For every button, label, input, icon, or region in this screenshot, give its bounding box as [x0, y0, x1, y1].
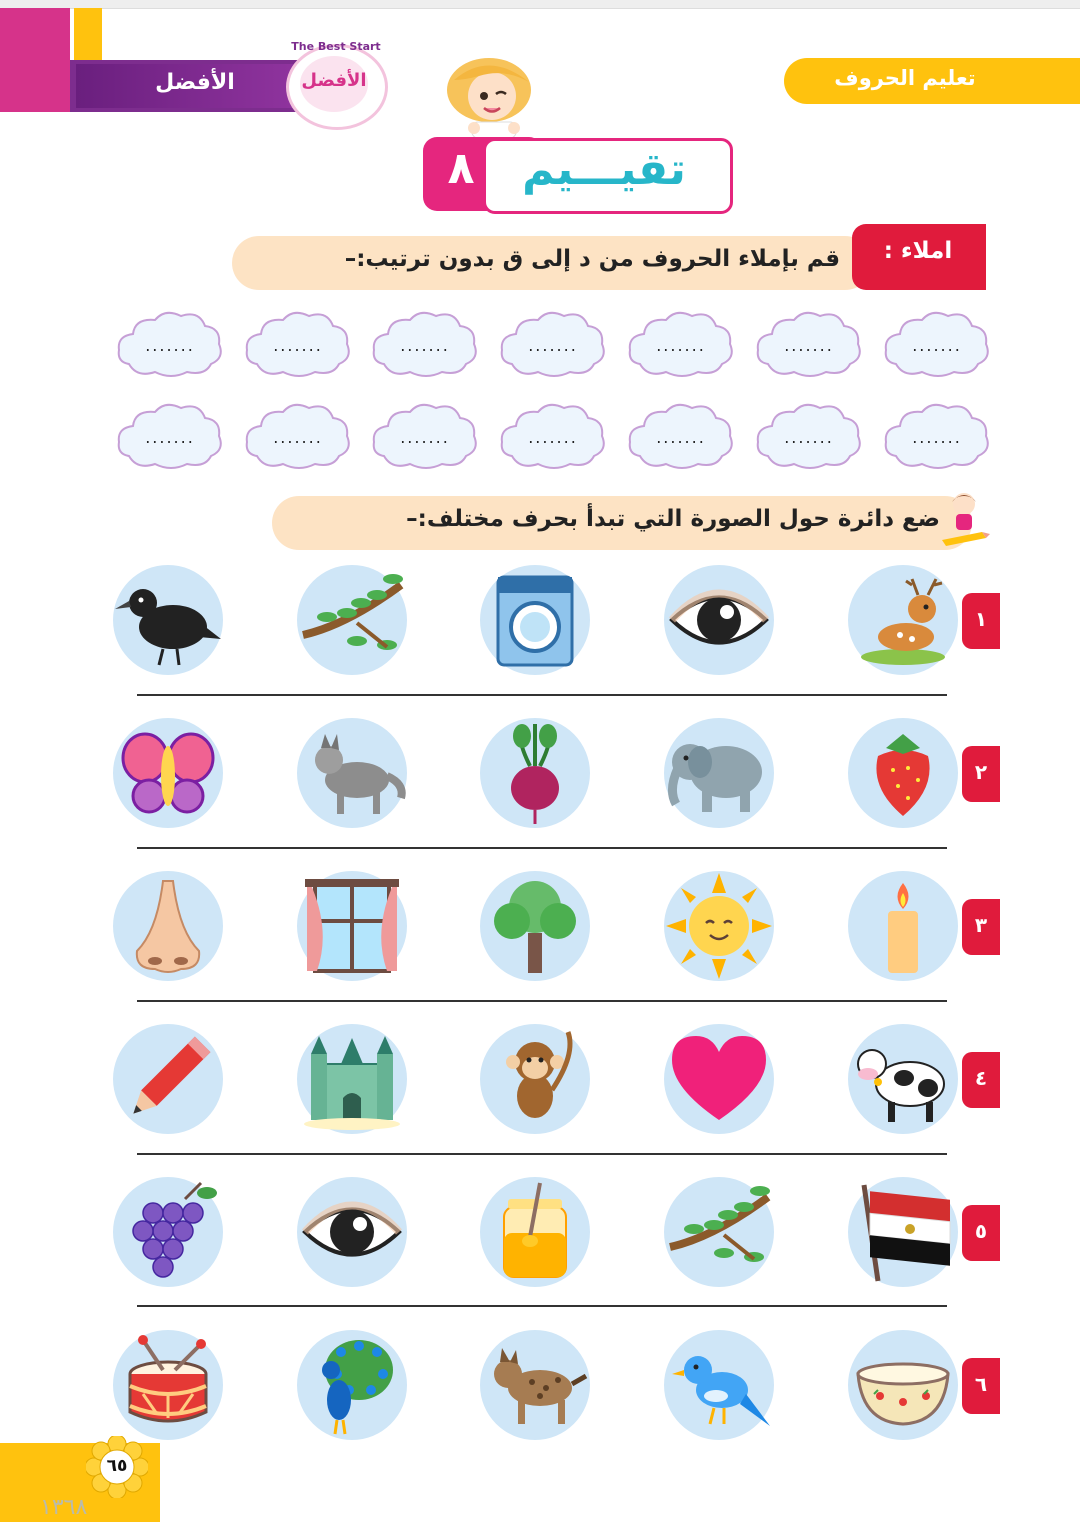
row-number-tab: [962, 899, 1000, 955]
picture-option-butterfly[interactable]: [113, 718, 223, 828]
assessment-title: تقيـــيم: [522, 144, 686, 195]
row-separator: [137, 1153, 947, 1155]
blank-dots: .......: [912, 428, 962, 447]
answer-cloud[interactable]: [498, 306, 608, 382]
blank-dots: .......: [273, 428, 323, 447]
row-number: ٢: [974, 760, 988, 784]
blank-dots: .......: [656, 428, 706, 447]
page-number: ٦٥: [106, 1456, 128, 1476]
row-separator: [137, 1000, 947, 1002]
blank-dots: .......: [145, 336, 195, 355]
window-icon: [297, 871, 407, 981]
picture-option-castle[interactable]: [297, 1024, 407, 1134]
bird-icon: [664, 1330, 774, 1440]
row-separator: [137, 694, 947, 696]
elephant-icon: [664, 718, 774, 828]
kid-on-pencil-icon: [938, 488, 990, 548]
picture-option-elephant[interactable]: [664, 718, 774, 828]
picture-option-cow[interactable]: [848, 1024, 958, 1134]
answer-cloud[interactable]: [882, 398, 992, 474]
bowl-icon: [848, 1330, 958, 1440]
pencil-icon: [113, 1024, 223, 1134]
blank-dots: .......: [400, 428, 450, 447]
row-separator: [137, 1305, 947, 1307]
blank-dots: .......: [528, 336, 578, 355]
picture-option-grapes[interactable]: [113, 1177, 223, 1287]
row-number-tab: [962, 1358, 1000, 1414]
picture-option-eye[interactable]: [297, 1177, 407, 1287]
blank-dots: .......: [528, 428, 578, 447]
picture-option-heart[interactable]: [664, 1024, 774, 1134]
blank-dots: .......: [656, 336, 706, 355]
dictation-instruction: قم بإملاء الحروف من د إلى ق بدون ترتيب:–: [344, 246, 840, 272]
grapes-icon: [113, 1177, 223, 1287]
row-number-tab: [962, 1052, 1000, 1108]
dictation-label: املاء :: [883, 238, 953, 264]
wolf-icon: [297, 718, 407, 828]
washing-machine-icon: [480, 565, 590, 675]
branch-icon: [297, 565, 407, 675]
answer-cloud[interactable]: [626, 306, 736, 382]
answer-cloud[interactable]: [498, 398, 608, 474]
eye-icon: [297, 1177, 407, 1287]
beetroot-icon: [480, 718, 590, 828]
blank-dots: .......: [273, 336, 323, 355]
pink-corner-decoration: [0, 8, 70, 112]
blank-dots: .......: [400, 336, 450, 355]
row-number-tab: [962, 746, 1000, 802]
branch-icon: [664, 1177, 774, 1287]
picture-option-eye[interactable]: [664, 565, 774, 675]
ghost-page-number: ١٣٦٨: [40, 1495, 88, 1520]
answer-cloud[interactable]: [882, 306, 992, 382]
picture-option-deer[interactable]: [848, 565, 958, 675]
picture-option-beetroot[interactable]: [480, 718, 590, 828]
picture-option-nose[interactable]: [113, 871, 223, 981]
row-number: ١: [974, 607, 988, 631]
picture-option-bird[interactable]: [664, 1330, 774, 1440]
sun-icon: [664, 871, 774, 981]
answer-cloud[interactable]: [754, 306, 864, 382]
yellow-strip-decoration: [74, 8, 102, 60]
answer-cloud[interactable]: [115, 306, 225, 382]
candle-icon: [848, 871, 958, 981]
tree-icon: [480, 871, 590, 981]
assessment-number: ٨: [447, 143, 475, 194]
crow-icon: [113, 565, 223, 675]
picture-option-wolf[interactable]: [297, 718, 407, 828]
blank-dots: .......: [784, 336, 834, 355]
picture-option-honey[interactable]: [480, 1177, 590, 1287]
picture-option-drum[interactable]: [113, 1330, 223, 1440]
answer-cloud[interactable]: [243, 398, 353, 474]
logo-text: الأفضل: [301, 70, 367, 91]
blank-dots: .......: [912, 336, 962, 355]
picture-option-hyena[interactable]: [480, 1330, 590, 1440]
row-number: ٥: [974, 1219, 988, 1243]
deer-icon: [848, 565, 958, 675]
nose-icon: [113, 871, 223, 981]
picture-option-egypt-flag[interactable]: [848, 1177, 958, 1287]
blank-dots: .......: [784, 428, 834, 447]
cow-icon: [848, 1024, 958, 1134]
row-number-tab: [962, 1205, 1000, 1261]
strawberry-icon: [848, 718, 958, 828]
row-number: ٦: [974, 1372, 988, 1396]
picture-option-washing-machine[interactable]: [480, 565, 590, 675]
subject-label: تعليم الحروف: [834, 66, 976, 90]
hyena-icon: [480, 1330, 590, 1440]
picture-option-sun[interactable]: [664, 871, 774, 981]
answer-cloud[interactable]: [243, 306, 353, 382]
blank-dots: .......: [145, 428, 195, 447]
girl-mascot-icon: [434, 50, 544, 140]
peacock-icon: [297, 1330, 407, 1440]
picture-option-window[interactable]: [297, 871, 407, 981]
row-number: ٤: [974, 1066, 988, 1090]
answer-cloud[interactable]: [115, 398, 225, 474]
picture-option-pencil[interactable]: [113, 1024, 223, 1134]
picture-option-crow[interactable]: [113, 565, 223, 675]
picture-option-bowl[interactable]: [848, 1330, 958, 1440]
answer-cloud[interactable]: [370, 398, 480, 474]
picture-option-branch[interactable]: [297, 565, 407, 675]
picture-option-peacock[interactable]: [297, 1330, 407, 1440]
honey-icon: [480, 1177, 590, 1287]
egypt-flag-icon: [848, 1177, 958, 1287]
picture-option-tree[interactable]: [480, 871, 590, 981]
monkey-icon: [480, 1024, 590, 1134]
row-number-tab: [962, 593, 1000, 649]
picture-option-strawberry[interactable]: [848, 718, 958, 828]
eye-icon: [664, 565, 774, 675]
drum-icon: [113, 1330, 223, 1440]
butterfly-icon: [113, 718, 223, 828]
answer-cloud[interactable]: [370, 306, 480, 382]
circle-instruction: ضع دائرة حول الصورة التي تبدأ بحرف مختلف:–: [406, 506, 940, 532]
row-separator: [137, 847, 947, 849]
castle-icon: [297, 1024, 407, 1134]
picture-option-monkey[interactable]: [480, 1024, 590, 1134]
picture-option-branch[interactable]: [664, 1177, 774, 1287]
brand-label: الأفضل: [155, 70, 235, 95]
heart-icon: [664, 1024, 774, 1134]
row-number: ٣: [974, 913, 988, 937]
answer-cloud[interactable]: [626, 398, 736, 474]
logo-top-text: The Best Start: [291, 40, 381, 53]
picture-option-candle[interactable]: [848, 871, 958, 981]
top-border: [0, 0, 1080, 9]
answer-cloud[interactable]: [754, 398, 864, 474]
